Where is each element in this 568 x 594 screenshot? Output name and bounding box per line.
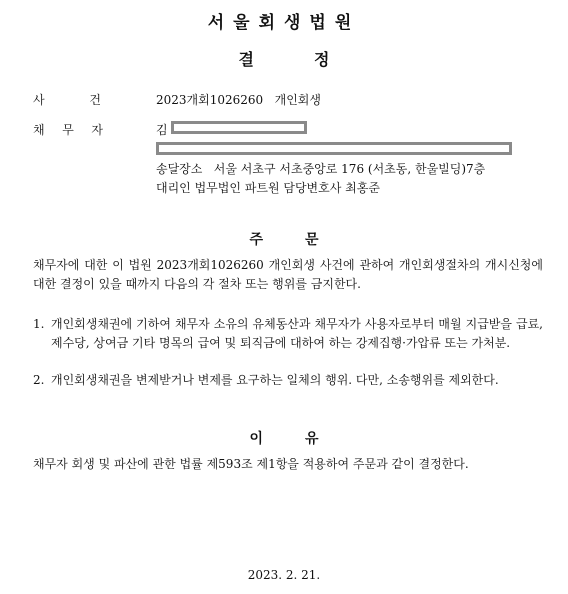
reason-heading (0, 428, 568, 448)
order-item-text: 개인회생채권을 변제받거나 변제를 요구하는 일체의 행위. 다만, 소송행위를 제외한다. (51, 373, 499, 387)
debtor-label-char: 무 (62, 123, 74, 137)
doc-type-char-2: 정 (314, 50, 330, 69)
service-address: 송달장소 서울 서초구 서초중앙로 176 (서초동, 한울빌딩)7층 (156, 162, 486, 176)
case-number: 2023개회1026260 개인회생 (156, 93, 321, 107)
order-item-number: 2. (33, 373, 45, 387)
order-item-text: 개인회생채권에 기하여 채무자 소유의 유체동산과 채무자가 사용자로부터 매월 지급받을 급료, 제수당, 상여금 기타 명목의 급여 및 퇴직금에 대하여 하는 강제집행·가압류 또는 가처분. (51, 317, 543, 350)
case-label-char: 건 (89, 93, 101, 107)
legal-agent: 대리인 법무법인 파트원 담당변호사 최홍준 (156, 181, 380, 195)
order-heading-char: 문 (305, 232, 319, 248)
decision-date: 2023. 2. 21. (247, 568, 321, 582)
debtor-name-initial: 김 (156, 123, 168, 137)
court-name: 서울회생법원 (207, 13, 361, 33)
order-intro-paragraph: 채무자에 대한 이 법원 2023개회1026260 개인회생 사건에 관하여 개인회생절차의 개시신청에 대한 결정이 있을 때까지 다음의 각 절차 또는 행위를 금지한다. (33, 258, 543, 291)
order-item (33, 371, 543, 390)
debtor-label (33, 121, 103, 138)
debtor-label-char: 채 (33, 123, 45, 137)
reason-heading-char: 이 (249, 431, 263, 447)
reason-paragraph: 채무자 회생 및 파산에 관한 법률 제593조 제1항을 적용하여 주문과 같이 결정한다. (33, 457, 469, 471)
case-label-char: 사 (33, 93, 45, 107)
doc-type-char-1: 결 (238, 50, 254, 69)
order-item-number: 1. (33, 317, 45, 331)
document-type-title (0, 47, 568, 70)
order-heading-char: 주 (249, 232, 263, 248)
order-item (33, 315, 543, 353)
reason-heading-char: 유 (305, 431, 319, 447)
debtor-label-char: 자 (91, 123, 103, 137)
order-heading (0, 229, 568, 249)
case-label (33, 91, 101, 108)
redacted-debtor-address (156, 142, 512, 155)
redacted-debtor-name (171, 121, 307, 134)
